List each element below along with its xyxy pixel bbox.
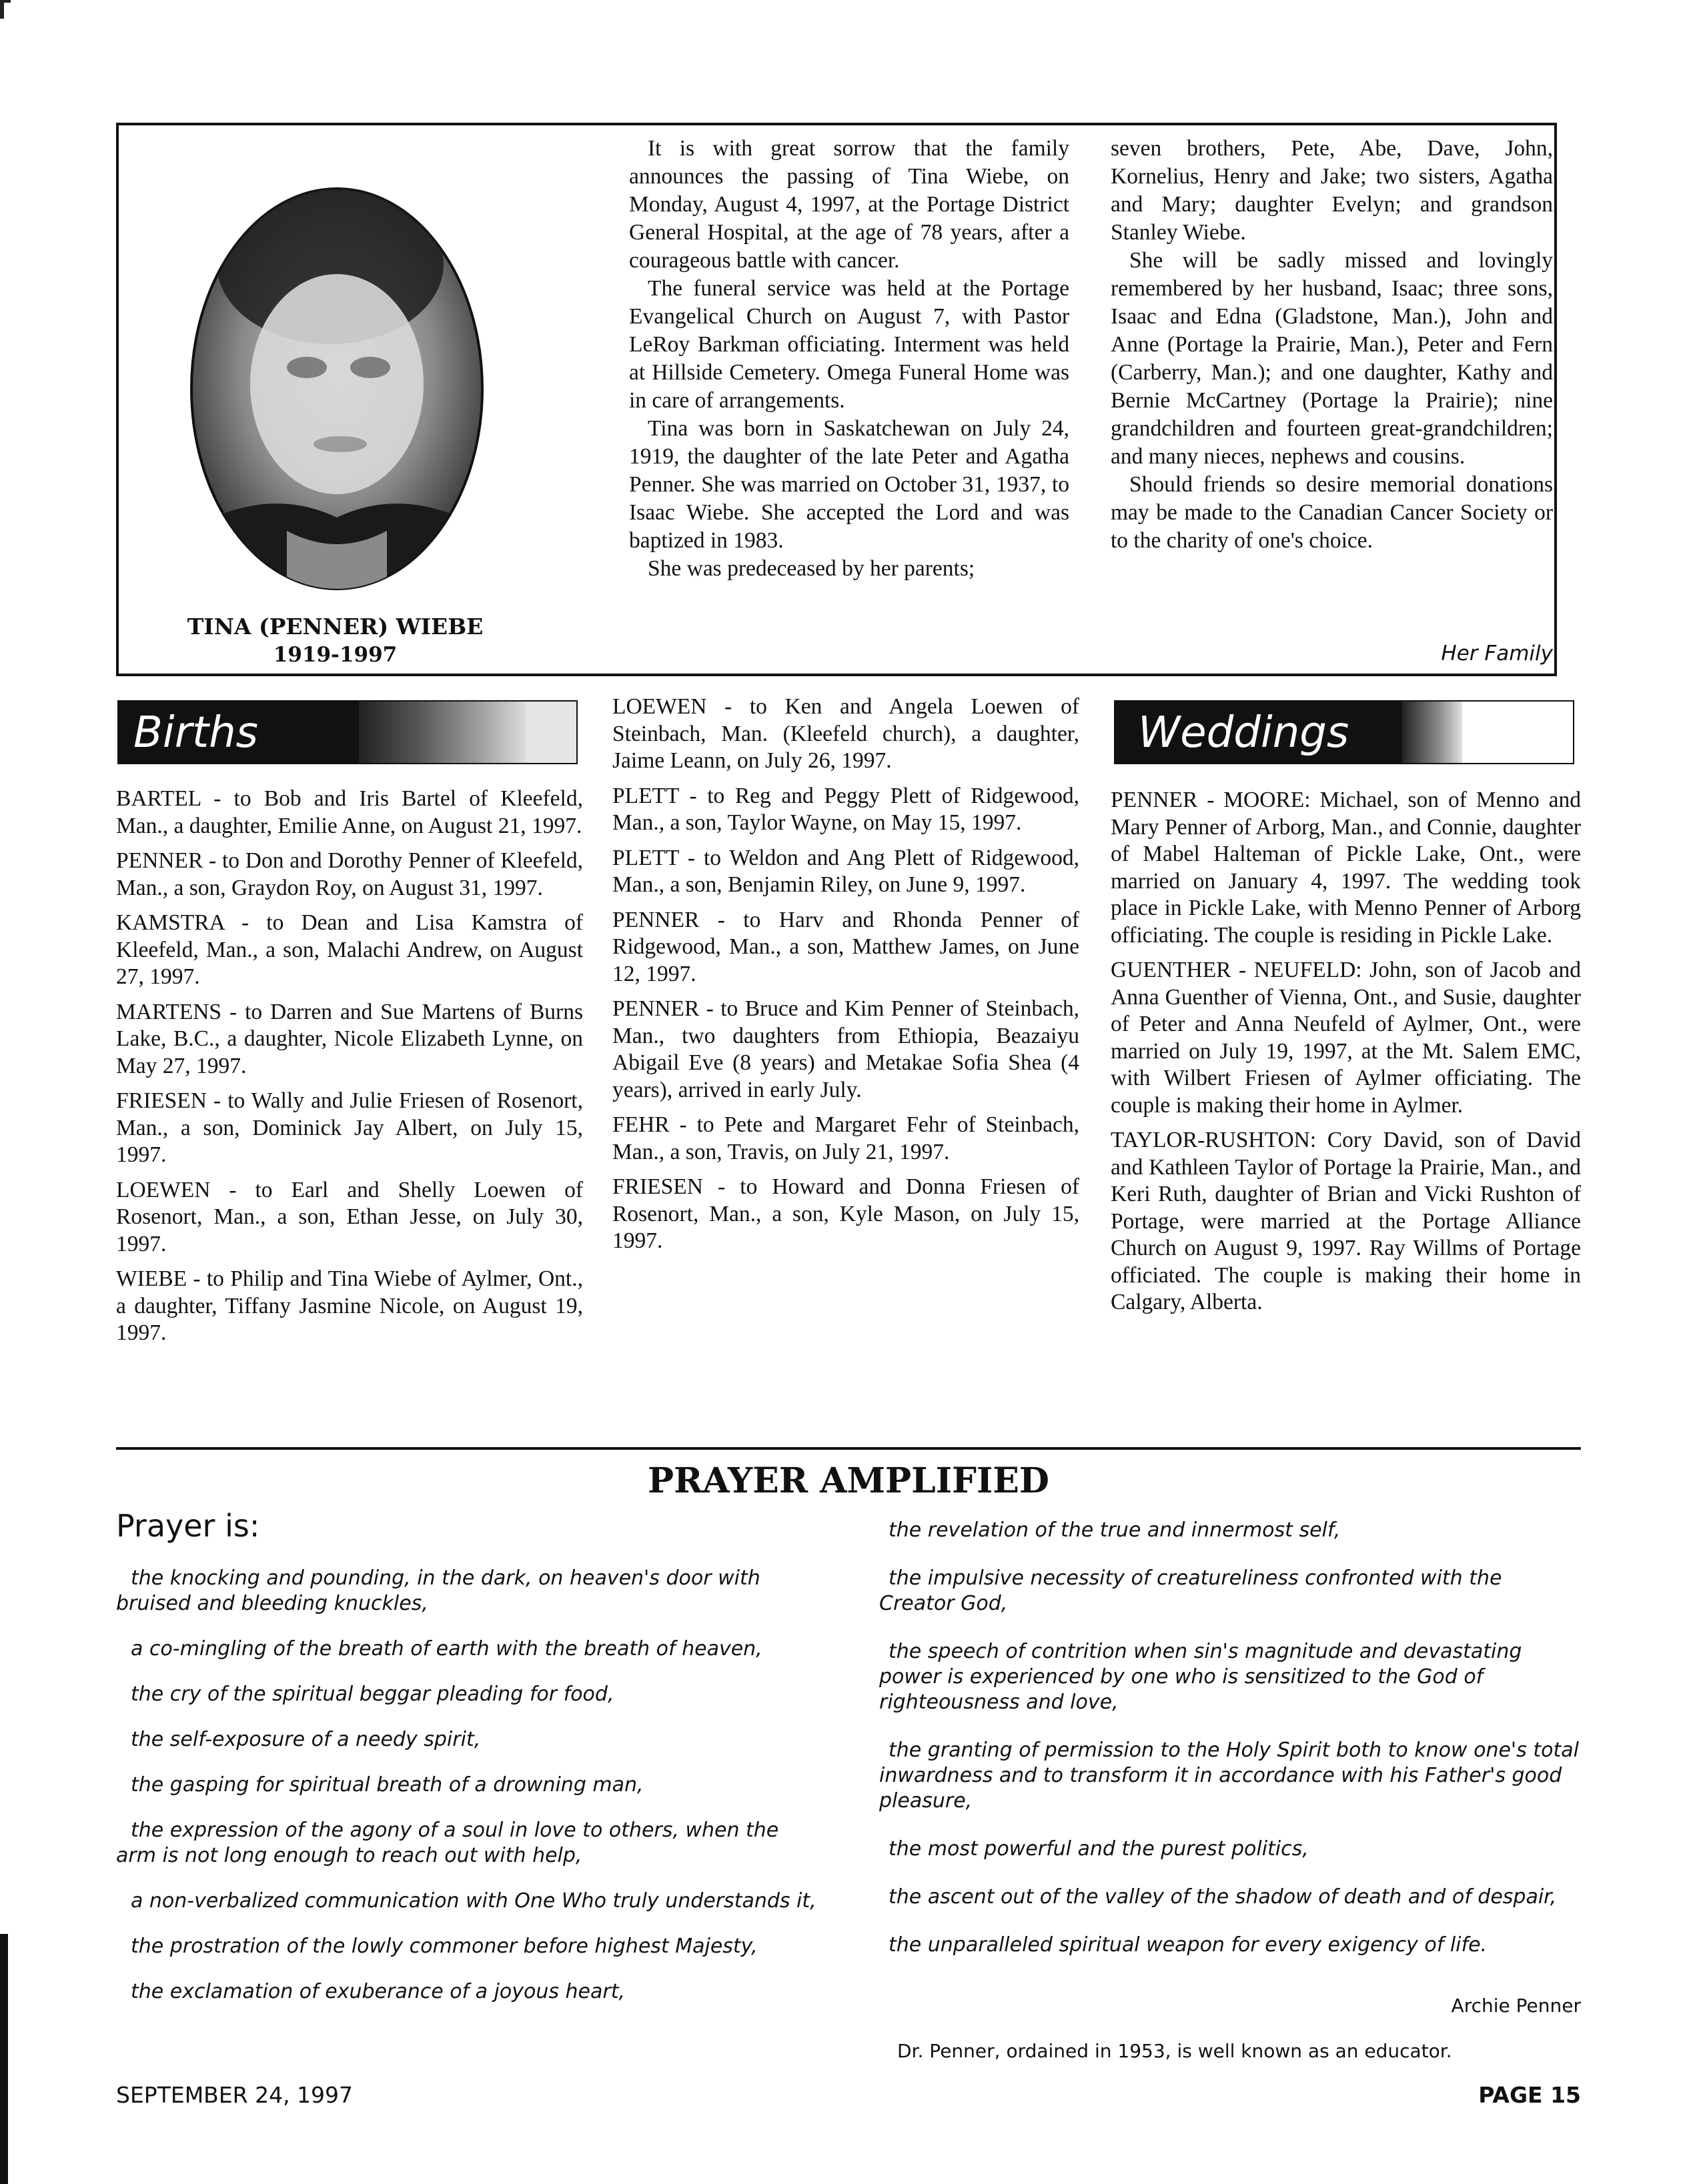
birth-entry: PLETT - to Weldon and Ang Plett of Ridgewood, Man., a son, Benjamin Riley, on June 9, 1997. <box>612 845 1079 897</box>
prayer-line: the knocking and pounding, in the dark, on heaven's door with bruised and bleeding knuckles, <box>116 1566 760 1615</box>
birth-entry: PENNER - to Don and Dorothy Penner of Kleefeld, Man., a son, Graydon Roy, on August 31, 1997. <box>116 848 583 900</box>
births-banner <box>117 700 578 764</box>
prayer-line: the cry of the spiritual beggar pleading for food, <box>131 1683 614 1706</box>
scan-edge-mark <box>0 0 4 19</box>
prayer-line: the revelation of the true and innermost self, <box>889 1518 1341 1542</box>
obituary-paragraph: Tina was born in Saskatchewan on July 24, 1919, the daughter of the late Peter and Agatha Penner. She was married on October 31, 1937, to Isaac Wiebe. She accepted the Lord and was baptized in 1983. <box>629 416 1069 553</box>
obituary-paragraph: It is with great sorrow that the family announces the passing of Tina Wiebe, on Monday, August 4, 1997, at the Portage District General Hospital, at the age of 78 years, after a courageous battle with cancer. <box>629 136 1069 273</box>
photo-caption-name: TINA (PENNER) WIEBE <box>187 614 484 640</box>
prayer-line: the unparalleled spiritual weapon for every exigency of life. <box>889 1933 1488 1957</box>
birth-entry: MARTENS - to Darren and Sue Martens of Burns Lake, B.C., a daughter, Nicole Elizabeth Lynne, on May 27, 1997. <box>116 999 583 1078</box>
prayer-line: the exclamation of exuberance of a joyous heart, <box>131 1980 626 2003</box>
prayer-right-column <box>879 1518 1581 1958</box>
prayer-title: PRAYER AMPLIFIED <box>647 1460 1049 1501</box>
birth-entry: PENNER - to Harv and Rhonda Penner of Ridgewood, Man., a son, Matthew James, on June 12, 1997. <box>612 907 1079 986</box>
footer-date: SEPTEMBER 24, 1997 <box>116 2082 354 2108</box>
weddings-heading: Weddings <box>1138 708 1349 758</box>
scan-edge-mark <box>0 1934 8 2184</box>
birth-entry: PENNER - to Bruce and Kim Penner of Steinbach, Man., two daughters from Ethiopia, Beazaiyu Abigail Eve (8 years) and Metakae Sofia Shea (4 years), arrived in early July. <box>612 996 1079 1102</box>
births-column-2 <box>612 694 1079 1263</box>
obituary-paragraph: The funeral service was held at the Portage Evangelical Church on August 7, with Pastor LeRoy Barkman officiating. Interment was held at Hillside Cemetery. Omega Funeral Home was in care of arrangements. <box>629 276 1069 413</box>
photo-caption-years: 1919-1997 <box>273 643 398 667</box>
weddings-banner <box>1114 700 1574 764</box>
obituary-signature: Her Family <box>1441 642 1553 666</box>
obituary-column-1 <box>629 135 1069 583</box>
weddings-column <box>1111 787 1581 1324</box>
prayer-line: the speech of contrition when sin's magnitude and devastating power is experienced by one who is sensitized to the God of righteousness and love, <box>879 1640 1522 1714</box>
prayer-line: the most powerful and the purest politics, <box>889 1837 1309 1861</box>
birth-entry: FRIESEN - to Howard and Donna Friesen of Rosenort, Man., a son, Kyle Mason, on July 15, 1997. <box>612 1174 1079 1253</box>
prayer-line: the impulsive necessity of creatureliness confronted with the Creator God, <box>879 1566 1502 1615</box>
prayer-line: the granting of permission to the Holy Spirit both to know one's total inwardness and to transform it in accordance with his Father's good pleasure, <box>879 1739 1579 1813</box>
prayer-line: the self-exposure of a needy spirit, <box>131 1728 481 1751</box>
prayer-line: a non-verbalized communication with One Who truly understands it, <box>131 1889 816 1913</box>
birth-entry: FEHR - to Pete and Margaret Fehr of Steinbach, Man., a son, Travis, on July 21, 1997. <box>612 1112 1079 1164</box>
prayer-line: the expression of the agony of a soul in love to others, when the arm is not long enough to reach out with help, <box>116 1819 779 1867</box>
birth-entry: PLETT - to Reg and Peggy Plett of Ridgewood, Man., a son, Taylor Wayne, on May 15, 1997. <box>612 783 1079 835</box>
birth-entry: WIEBE - to Philip and Tina Wiebe of Aylmer, Ont., a daughter, Tiffany Jasmine Nicole, on August 19, 1997. <box>116 1266 583 1345</box>
birth-entry: BARTEL - to Bob and Iris Bartel of Kleefeld, Man., a daughter, Emilie Anne, on August 21, 1997. <box>116 786 583 838</box>
scan-edge-mark <box>0 0 11 3</box>
wedding-entry: TAYLOR-RUSHTON: Cory David, son of David and Kathleen Taylor of Portage la Prairie, Man., and Keri Ruth, daughter of Brian and Vicki Rushton of Portage, were married at the Portage Alliance Church on August 9, 1997. Ray Willms of Portage officiated. The couple is making their home in Calgary, Alberta. <box>1111 1128 1581 1314</box>
birth-entry: LOEWEN - to Earl and Shelly Loewen of Rosenort, Man., a son, Ethan Jesse, on July 30, 1997. <box>116 1177 583 1256</box>
obituary-photo <box>187 184 487 594</box>
obituary-paragraph: She was predeceased by her parents; <box>648 556 975 581</box>
obituary-column-2 <box>1111 135 1553 555</box>
author-note: Dr. Penner, ordained in 1953, is well known as an educator. <box>897 2040 1452 2062</box>
births-heading: Births <box>133 708 258 758</box>
obituary-paragraph: seven brothers, Pete, Abe, Dave, John, Kornelius, Henry and Jake; two sisters, Agatha and Mary; daughter Evelyn; and grandson Stanley Wiebe. <box>1111 136 1553 245</box>
section-divider <box>116 1447 1581 1450</box>
prayer-line: the prostration of the lowly commoner before highest Majesty, <box>131 1935 758 1958</box>
birth-entry: KAMSTRA - to Dean and Lisa Kamstra of Kleefeld, Man., a son, Malachi Andrew, on August 27, 1997. <box>116 910 583 989</box>
wedding-entry: GUENTHER - NEUFELD: John, son of Jacob and Anna Guenther of Vienna, Ont., and Susie, daughter of Peter and Anna Neufeld of Aylmer, Ont., were married on July 19, 1997, at the Mt. Salem EMC, with Wilbert Friesen of Aylmer officiating. The couple is making their home in Aylmer. <box>1111 958 1581 1118</box>
obituary-paragraph: Should friends so desire memorial donations may be made to the Canadian Cancer Society or to the charity of one's choice. <box>1111 472 1553 553</box>
prayer-line: the gasping for spiritual breath of a drowning man, <box>131 1773 644 1797</box>
wedding-entry: PENNER - MOORE: Michael, son of Menno and Mary Penner of Arborg, Man., and Connie, daughter of Mabel Halteman of Pickle Lake, Ont., were married on January 4, 1997. The wedding took place in Pickle Lake, with Menno Penner of Arborg officiating. The couple is residing in Pickle Lake. <box>1111 788 1581 948</box>
birth-entry: LOEWEN - to Ken and Angela Loewen of Steinbach, Man. (Kleefeld church), a daughter, Jaime Leann, on July 26, 1997. <box>612 694 1079 773</box>
obituary-paragraph: She will be sadly missed and lovingly remembered by her husband, Isaac; three sons, Isaac and Edna (Gladstone, Man.), John and Anne (Portage la Prairie, Man.), Peter and Fern (Carberry, Man.); and one daughter, Kathy and Bernie McCartney (Portage la Prairie); nine grandchildren and fourteen great-grandchildren; and many nieces, nephews and cousins. <box>1111 248 1553 469</box>
prayer-author: Archie Penner <box>1451 1995 1581 2017</box>
prayer-line: a co-mingling of the breath of earth with the breath of heaven, <box>131 1637 762 1661</box>
births-column-1 <box>116 786 583 1355</box>
prayer-line: the ascent out of the valley of the shadow of death and of despair, <box>889 1885 1557 1909</box>
birth-entry: FRIESEN - to Wally and Julie Friesen of Rosenort, Man., a son, Dominick Jay Albert, on July 15, 1997. <box>116 1088 583 1167</box>
prayer-left-column <box>116 1566 816 2005</box>
prayer-intro: Prayer is: <box>116 1508 260 1544</box>
footer-page-number: PAGE 15 <box>1478 2082 1581 2108</box>
portrait-photo-icon <box>187 184 487 594</box>
